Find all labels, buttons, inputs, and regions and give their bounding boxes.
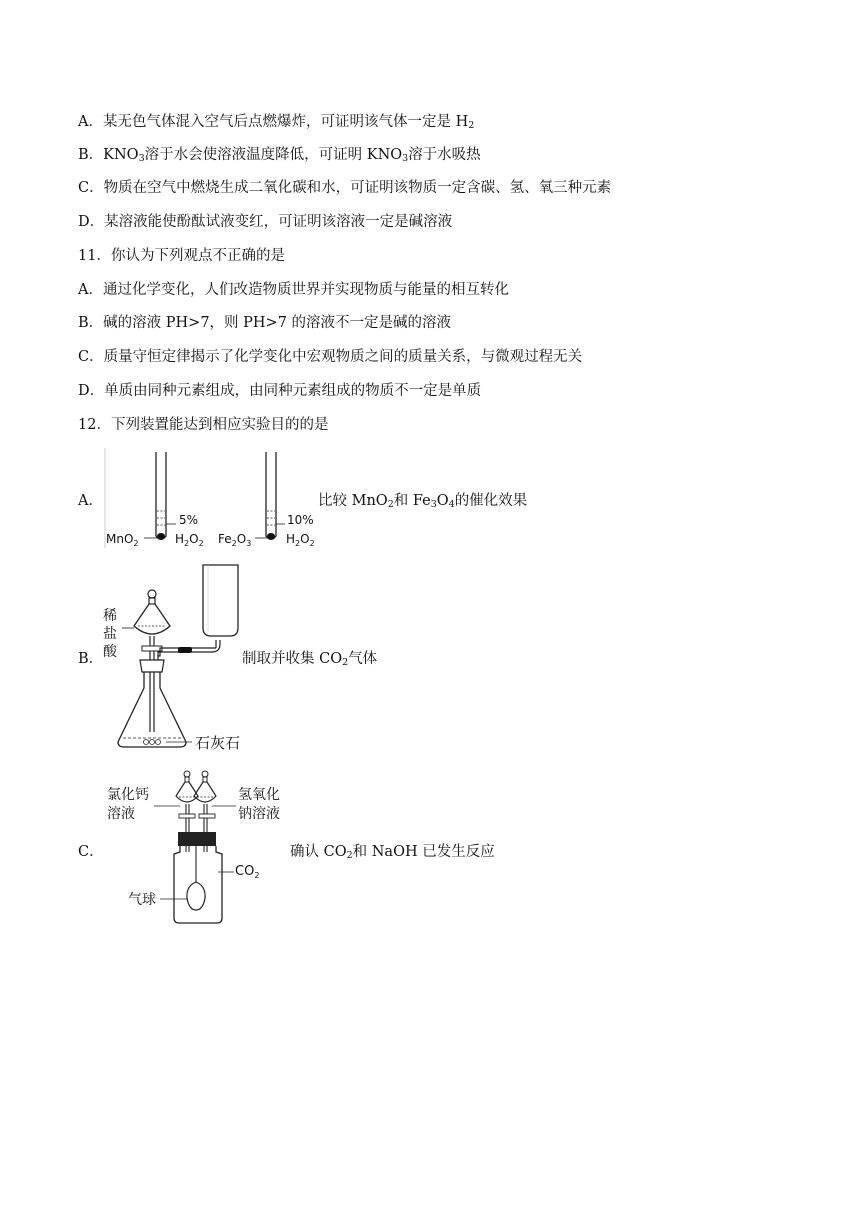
q12-a-letter: A． [78, 493, 103, 509]
q10-option-a [78, 112, 474, 136]
q12-c-balloon: 气球 [128, 892, 156, 908]
q10-b-text1: B．KNO [78, 147, 139, 163]
q12-b-stone: 石灰石 [195, 734, 241, 752]
q10-option-b [78, 145, 481, 169]
q12-c-left-1: 氯化钙 [107, 787, 149, 803]
q11-option-d: D．单质由同种元素组成，由同种元素组成的物质不一定是单质 [78, 383, 482, 399]
q10-a-text: A．某无色气体混入空气后点燃爆炸，可证明该气体一定是 H [78, 114, 469, 130]
q12-stem: 12．下列装置能达到相应实验目的的是 [78, 417, 329, 433]
q12-c-figure [104, 768, 294, 928]
q11-option-a: A．通过化学变化，人们改造物质世界并实现物质与能量的相互转化 [78, 282, 509, 298]
q12-b-letter: B． [78, 651, 104, 667]
q11-option-c: C．质量守恒定律揭示了化学变化中宏观物质之间的质量关系，与微观过程无关 [78, 349, 583, 365]
q12-c-right-1: 氢氧化 [238, 787, 280, 803]
q12-a-right-liquid: $H_2O_2$ [286, 532, 315, 548]
q12-a-caption: 比较 MnO$_2$和 $Fe_3O_4$的催化效果 [318, 493, 528, 510]
q12-a-left-pct: 5% [179, 513, 199, 527]
q12-b-acid-3: 酸 [103, 644, 117, 660]
q12-b-figure [100, 560, 250, 752]
q11-option-b: B．碱的溶液 PH>7，则 PH>7 的溶液不一定是碱的溶液 [78, 315, 452, 331]
q10-a-sub: 2 [468, 120, 475, 131]
q12-c-caption: 确认 $CO_2$和 NaOH 已发生反应 [290, 844, 495, 861]
q12-a-left-liquid: $H_2O_2$ [175, 532, 204, 548]
q10-b-text2: 溶于水会使溶液温度降低，可证明 KNO [144, 147, 403, 163]
q12-b-caption: 制取并收集 $CO_2$气体 [242, 651, 378, 668]
q10-b-sub1: 3 [138, 153, 145, 164]
q12-c-letter: C． [78, 844, 104, 860]
q12-c-gas: $CO_2$ [235, 864, 260, 880]
q12-b-acid-2: 盐 [103, 626, 117, 642]
q12-c-left-2: 溶液 [107, 806, 135, 822]
q11-stem: 11．你认为下列观点不正确的是 [78, 248, 285, 264]
q10-option-c: C．物质在空气中燃烧生成二氧化碳和水，可证明该物质一定含碳、氢、氧三种元素 [78, 180, 612, 196]
q12-c-right-2: 钠溶液 [238, 806, 280, 822]
q10-b-text3: 溶于水吸热 [408, 147, 481, 163]
q10-option-d: D．某溶液能使酚酞试液变红，可证明该溶液一定是碱溶液 [78, 214, 453, 230]
q12-a-right-pct: 10% [287, 513, 314, 527]
q10-b-sub2: 3 [402, 153, 409, 164]
q12-a-left-solid: MnO$_2$ [106, 532, 139, 548]
q12-a-right-solid: $Fe_2O_3$ [218, 532, 252, 548]
q12-b-acid-1: 稀 [103, 608, 117, 624]
q12-a-figure [104, 448, 326, 550]
